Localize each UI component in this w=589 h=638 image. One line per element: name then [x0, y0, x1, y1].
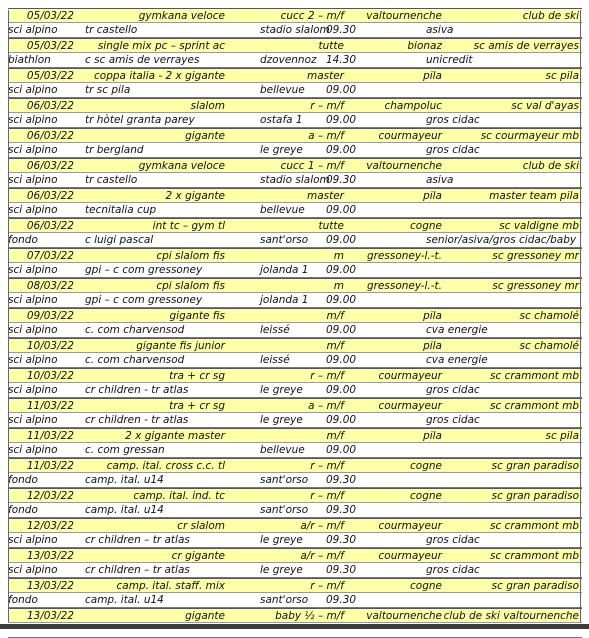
event-discipline: sci alpino: [8, 354, 58, 366]
event-time: 09.30: [326, 504, 357, 516]
organizing-club: sc gran paradiso: [491, 460, 579, 472]
event-venue: sant'orso: [260, 474, 309, 486]
event-discipline: biathlon: [8, 54, 51, 66]
event-main-row: [8, 548, 582, 563]
event-venue: sant'orso: [260, 504, 309, 516]
event-name: camp. ital. u14: [85, 504, 164, 516]
event-date: 12/03/22: [26, 520, 74, 532]
organizing-club: sc gressoney mr: [492, 250, 579, 262]
event-type: cr slalom: [177, 520, 225, 532]
event-name: tecnitalia cup: [85, 204, 157, 216]
event-time: 09.00: [326, 414, 357, 426]
event-time: 09.30: [326, 24, 357, 36]
organizing-club: sc crammont mb: [490, 400, 579, 412]
event-time: 09.00: [326, 384, 357, 396]
event-name: gpi – c com gressoney: [85, 264, 203, 276]
event-date: 13/03/22: [26, 610, 74, 622]
event-venue: leissé: [260, 354, 290, 366]
organizing-club: sc gran paradiso: [491, 490, 579, 502]
event-venue: le greye: [260, 384, 303, 396]
event-date: 08/03/22: [26, 280, 74, 292]
event-time: 09.00: [326, 264, 357, 276]
event-type: slalom: [190, 100, 225, 112]
table-left-border: [8, 10, 9, 622]
event-detail-row: [8, 293, 582, 308]
bottom-scroll-bar[interactable]: [0, 624, 589, 629]
event-detail-row: [8, 353, 582, 368]
event-main-row: [8, 338, 582, 353]
event-discipline: sci alpino: [8, 84, 58, 96]
event-category: a – m/f: [308, 400, 344, 412]
event-category: a/r – m/f: [300, 520, 344, 532]
event-date: 07/03/22: [26, 250, 74, 262]
event-date: 12/03/22: [26, 490, 74, 502]
event-venue: dzovennoz: [260, 54, 317, 66]
event-main-row: [8, 218, 582, 233]
event-sponsor: gros cidac: [426, 414, 480, 426]
event-main-row: [8, 488, 582, 503]
event-type: camp. ital. ind. tc: [133, 490, 225, 502]
event-discipline: sci alpino: [8, 324, 58, 336]
event-discipline: sci alpino: [8, 444, 58, 456]
event-main-row: [8, 398, 582, 413]
event-name: cr children - tr atlas: [85, 414, 189, 426]
event-record: [8, 248, 582, 278]
event-name: tr castello: [85, 24, 138, 36]
event-main-row: [8, 158, 582, 173]
event-time: 09.30: [326, 534, 357, 546]
event-date: 05/03/22: [26, 10, 74, 22]
event-category: r – m/f: [310, 100, 344, 112]
event-category: m: [333, 250, 344, 262]
organizing-club: sc crammont mb: [490, 550, 579, 562]
event-time: 09.00: [326, 204, 357, 216]
event-sponsor: cva energie: [426, 324, 488, 336]
event-category: tutte: [318, 40, 344, 52]
event-record: [8, 278, 582, 308]
event-detail-row: [8, 323, 582, 338]
event-location: pila: [423, 70, 442, 82]
organizing-club: sc crammont mb: [490, 370, 579, 382]
event-venue: le greye: [260, 144, 303, 156]
event-location: cogne: [410, 490, 442, 502]
organizing-club: sc gran paradiso: [491, 580, 579, 592]
event-type: coppa italia - 2 x gigante: [94, 70, 225, 82]
event-type: 2 x gigante master: [125, 430, 225, 442]
event-type: int tc – gym tl: [152, 220, 225, 232]
event-date: 06/03/22: [26, 160, 74, 172]
event-name: c. com gressan: [85, 444, 165, 456]
event-category: m/f: [326, 340, 344, 352]
event-discipline: fondo: [8, 504, 38, 516]
event-record: [8, 398, 582, 428]
event-time: 09.00: [326, 114, 357, 126]
event-type: cr gigante: [171, 550, 225, 562]
event-venue: sant'orso: [260, 234, 309, 246]
event-type: gigante: [185, 130, 225, 142]
event-time: 09.30: [326, 474, 357, 486]
event-category: m/f: [326, 310, 344, 322]
event-record: [8, 38, 582, 68]
organizing-club: club de ski: [522, 160, 579, 172]
event-main-row: [8, 428, 582, 443]
event-main-row: [8, 248, 582, 263]
event-time: 09.00: [326, 84, 357, 96]
event-type: cpi slalom fis: [156, 250, 225, 262]
event-discipline: fondo: [8, 594, 38, 606]
event-type: single mix pc – sprint ac: [97, 40, 225, 52]
event-name: tr hòtel granta parey: [85, 114, 195, 126]
event-date: 06/03/22: [26, 130, 74, 142]
event-type: gigante fis: [169, 310, 225, 322]
event-name: c. com charvensod: [85, 354, 185, 366]
organizing-club: club de ski: [522, 10, 579, 22]
event-name: cr children – tr atlas: [85, 564, 190, 576]
event-category: master: [306, 70, 344, 82]
event-name: tr sc pila: [85, 84, 131, 96]
event-discipline: sci alpino: [8, 384, 58, 396]
event-discipline: sci alpino: [8, 144, 58, 156]
event-type: gigante fis junior: [136, 340, 225, 352]
table-right-border: [580, 10, 581, 622]
event-type: gymkana veloce: [138, 160, 225, 172]
event-main-row: [8, 128, 582, 143]
event-type: gigante: [185, 610, 225, 622]
event-record: [8, 458, 582, 488]
event-name: camp. ital. u14: [85, 594, 164, 606]
event-detail-row: [8, 83, 582, 98]
event-discipline: sci alpino: [8, 204, 58, 216]
event-time: 09.00: [326, 444, 357, 456]
event-time: 09.00: [326, 324, 357, 336]
event-detail-row: [8, 143, 582, 158]
event-main-row: [8, 458, 582, 473]
event-detail-row: [8, 53, 582, 68]
event-main-row: [8, 98, 582, 113]
event-record: [8, 68, 582, 98]
event-venue: jolanda 1: [260, 294, 309, 306]
event-category: r – m/f: [310, 370, 344, 382]
event-location: pila: [423, 190, 442, 202]
event-venue: bellevue: [260, 444, 305, 456]
event-sponsor: gros cidac: [426, 144, 480, 156]
event-category: m: [333, 280, 344, 292]
event-category: r – m/f: [310, 580, 344, 592]
event-sponsor: cva energie: [426, 354, 488, 366]
event-detail-row: [8, 23, 582, 38]
event-record: [8, 218, 582, 248]
event-category: cucc 2 – m/f: [280, 10, 344, 22]
event-time: 09.00: [326, 144, 357, 156]
event-location: cogne: [410, 220, 442, 232]
event-venue: bellevue: [260, 204, 305, 216]
event-record: [8, 428, 582, 458]
event-venue: bellevue: [260, 84, 305, 96]
event-venue: leissé: [260, 324, 290, 336]
event-schedule-table: [8, 8, 582, 638]
event-main-row: [8, 608, 582, 623]
event-record: [8, 188, 582, 218]
event-location: courmayeur: [378, 370, 442, 382]
event-time: 09.00: [326, 234, 357, 246]
event-category: m/f: [326, 430, 344, 442]
event-venue: jolanda 1: [260, 264, 309, 276]
event-name: tr castello: [85, 174, 138, 186]
event-detail-row: [8, 563, 582, 578]
event-category: tutte: [318, 220, 344, 232]
event-name: c sc amis de verrayes: [85, 54, 200, 66]
event-date: 06/03/22: [26, 100, 74, 112]
event-main-row: [8, 518, 582, 533]
event-location: valtournenche: [366, 160, 442, 172]
event-discipline: sci alpino: [8, 414, 58, 426]
event-location: bionaz: [407, 40, 442, 52]
event-main-row: [8, 68, 582, 83]
event-name: cr children – tr atlas: [85, 534, 190, 546]
event-discipline: fondo: [8, 474, 38, 486]
event-date: 09/03/22: [26, 310, 74, 322]
event-date: 13/03/22: [26, 550, 74, 562]
event-time: 14.30: [326, 54, 357, 66]
event-discipline: sci alpino: [8, 114, 58, 126]
event-category: r – m/f: [310, 490, 344, 502]
event-name: camp. ital. u14: [85, 474, 164, 486]
event-name: c. com charvensod: [85, 324, 185, 336]
organizing-club: sc gressoney mr: [492, 280, 579, 292]
event-location: champoluc: [384, 100, 442, 112]
event-location: courmayeur: [378, 130, 442, 142]
event-location: pila: [423, 310, 442, 322]
event-date: 11/03/22: [26, 400, 74, 412]
event-sponsor: gros cidac: [426, 114, 480, 126]
event-time: 09.30: [326, 564, 357, 576]
event-venue: stadio slalom: [260, 24, 330, 36]
event-type: tra + cr sg: [169, 400, 225, 412]
organizing-club: sc amis de verrayes: [473, 40, 579, 52]
event-sponsor: senior/asiva/gros cidac/baby: [426, 234, 577, 246]
event-type: gymkana veloce: [138, 10, 225, 22]
event-discipline: sci alpino: [8, 264, 58, 276]
event-type: 2 x gigante: [165, 190, 225, 202]
organizing-club: sc pila: [545, 430, 579, 442]
event-name: cr children - tr atlas: [85, 384, 189, 396]
event-type: cpi slalom fis: [156, 280, 225, 292]
organizing-club: sc crammont mb: [490, 520, 579, 532]
event-main-row: [8, 188, 582, 203]
event-date: 05/03/22: [26, 40, 74, 52]
event-detail-row: [8, 593, 582, 608]
event-time: 09.00: [326, 354, 357, 366]
event-detail-row: [8, 413, 582, 428]
event-time: 09.30: [326, 594, 357, 606]
event-discipline: fondo: [8, 234, 38, 246]
event-category: cucc 1 – m/f: [280, 160, 344, 172]
event-record: [8, 548, 582, 578]
event-detail-row: [8, 203, 582, 218]
event-discipline: sci alpino: [8, 534, 58, 546]
event-discipline: sci alpino: [8, 174, 58, 186]
event-main-row: [8, 368, 582, 383]
event-record: [8, 98, 582, 128]
event-detail-row: [8, 383, 582, 398]
event-location: pila: [423, 340, 442, 352]
event-venue: ostafa 1: [260, 114, 303, 126]
event-main-row: [8, 308, 582, 323]
event-detail-row: [8, 263, 582, 278]
event-date: 11/03/22: [26, 460, 74, 472]
organizing-club: sc val d'ayas: [511, 100, 579, 112]
event-location: cogne: [410, 580, 442, 592]
event-date: 13/03/22: [26, 580, 74, 592]
event-sponsor: asiva: [426, 174, 454, 186]
event-record: [8, 578, 582, 608]
event-category: a – m/f: [308, 130, 344, 142]
event-type: tra + cr sg: [169, 370, 225, 382]
event-main-row: [8, 578, 582, 593]
event-sponsor: unicredit: [426, 54, 473, 66]
event-record: [8, 338, 582, 368]
event-location: valtournenche: [366, 10, 442, 22]
event-main-row: [8, 8, 582, 23]
event-category: a/r – m/f: [300, 550, 344, 562]
event-detail-row: [8, 473, 582, 488]
event-location: courmayeur: [378, 550, 442, 562]
event-record: [8, 128, 582, 158]
event-sponsor: gros cidac: [426, 384, 480, 396]
event-record: [8, 308, 582, 338]
event-sponsor: asiva: [426, 24, 454, 36]
event-main-row: [8, 278, 582, 293]
event-sponsor: gros cidac: [426, 564, 480, 576]
event-type: camp. ital. staff. mix: [116, 580, 225, 592]
event-time: 09.00: [326, 294, 357, 306]
event-discipline: sci alpino: [8, 294, 58, 306]
event-location: courmayeur: [378, 520, 442, 532]
event-record: [8, 368, 582, 398]
event-record: [8, 488, 582, 518]
event-main-row: [8, 38, 582, 53]
event-category: r – m/f: [310, 460, 344, 472]
event-venue: sant'orso: [260, 594, 309, 606]
event-sponsor: gros cidac: [426, 534, 480, 546]
organizing-club: sc valdigne mb: [499, 220, 579, 232]
event-location: gressoney-l.-t.: [366, 280, 442, 292]
event-venue: le greye: [260, 564, 303, 576]
event-date: 06/03/22: [26, 190, 74, 202]
event-location: pila: [423, 430, 442, 442]
event-detail-row: [8, 113, 582, 128]
event-type: camp. ital. cross c.c. tl: [106, 460, 225, 472]
organizing-club: club de ski valtournenche: [443, 610, 579, 622]
event-detail-row: [8, 533, 582, 548]
organizing-club: sc courmayeur mb: [480, 130, 579, 142]
event-name: c luigi pascal: [85, 234, 154, 246]
organizing-club: sc chamolé: [519, 340, 579, 352]
event-detail-row: [8, 443, 582, 458]
organizing-club: master team pila: [489, 190, 579, 202]
organizing-club: sc chamolé: [519, 310, 579, 322]
event-location: courmayeur: [378, 400, 442, 412]
event-discipline: sci alpino: [8, 564, 58, 576]
event-category: baby ½ – m/f: [275, 610, 344, 622]
event-detail-row: [8, 173, 582, 188]
event-venue: le greye: [260, 414, 303, 426]
event-venue: stadio slalom: [260, 174, 330, 186]
event-category: master: [306, 190, 344, 202]
event-date: 10/03/22: [26, 370, 74, 382]
event-date: 10/03/22: [26, 340, 74, 352]
event-date: 11/03/22: [26, 430, 74, 442]
event-time: 09.30: [326, 174, 357, 186]
event-date: 05/03/22: [26, 70, 74, 82]
event-detail-row: [8, 233, 582, 248]
event-location: gressoney-l.-t.: [366, 250, 442, 262]
event-record: [8, 608, 582, 638]
event-location: cogne: [410, 460, 442, 472]
event-detail-row: [8, 503, 582, 518]
event-venue: le greye: [260, 534, 303, 546]
event-record: [8, 158, 582, 188]
event-discipline: sci alpino: [8, 24, 58, 36]
event-date: 06/03/22: [26, 220, 74, 232]
event-location: valtournenche: [366, 610, 442, 622]
event-record: [8, 8, 582, 38]
event-name: gpi – c com gressoney: [85, 294, 203, 306]
organizing-club: sc pila: [545, 70, 579, 82]
event-record: [8, 518, 582, 548]
event-name: tr bergland: [85, 144, 144, 156]
